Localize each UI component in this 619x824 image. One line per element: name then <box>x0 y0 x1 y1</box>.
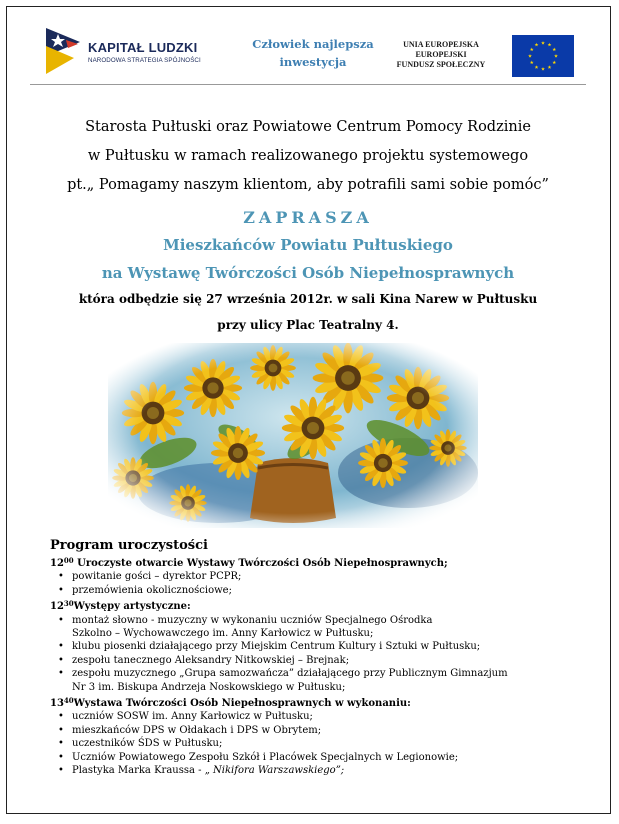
intro-line-3: pt.„ Pomagamy naszym klientom, aby potrafili sami sobie pomóc” <box>67 177 549 193</box>
eu-flag-icon <box>512 35 574 77</box>
kapital-ludzki-subtitle: NARODOWA STRATEGIA SPÓJNOŚCI <box>88 57 201 64</box>
list-item-continuation: Nr 3 im. Biskupa Andrzeja Noskowskiego w Pułtusku; <box>72 681 346 693</box>
section-1-heading <box>50 554 590 570</box>
program-section <box>50 538 590 778</box>
intro-text <box>30 113 586 200</box>
zaprasza-heading: ZAPRASZA <box>243 208 373 227</box>
list-item: • uczestników ŚDS w Pułtusku; <box>72 737 590 750</box>
list-item: • powitanie gości – dyrektor PCPR; <box>72 570 590 583</box>
section-1-minutes: 00 <box>63 556 74 565</box>
slogan <box>238 35 388 71</box>
section-3-title: Wystawa Twórczości Osób Niepełnosprawnych w wykonaniu: <box>73 698 411 710</box>
program-title: Program uroczystości <box>50 538 208 553</box>
event-address-line: przy ulicy Plac Teatralny 4. <box>217 318 399 332</box>
list-item-italic: „ Nikifora Warszawskiego”; <box>204 765 345 777</box>
section-1-list <box>50 570 590 597</box>
sunflower-painting <box>108 343 478 528</box>
slogan-line-2: inwestycja <box>279 55 347 69</box>
event-date-line: która odbędzie się 27 września 2012r. w sali Kina Narew w Pułtusku <box>78 292 538 306</box>
section-3-minutes: 40 <box>63 696 74 706</box>
eu-line-1: UNIA EUROPEJSKA <box>403 40 479 49</box>
list-item: • uczniów SOSW im. Anny Karłowicz w Pułtusku; <box>72 710 590 723</box>
list-item-continuation: Szkolno – Wychowawczego im. Anny Karłowicz w Pułtusku; <box>72 628 374 640</box>
invite-line-1: Mieszkańców Powiatu Pułtuskiego <box>163 236 453 254</box>
section-3-list <box>50 710 590 777</box>
slogan-line-1: Człowiek najlepsza <box>252 37 374 51</box>
section-2-minutes: 30 <box>63 599 74 609</box>
invite-line-2: na Wystawę Twórczości Osób Niepełnosprawnych <box>101 264 515 282</box>
list-item: • mieszkańców DPS w Ołdakach i DPS w Obrytem; <box>72 724 590 737</box>
list-item: • zespołu muzycznego „Grupa samozwańcza” działającego przy Publicznym Gimnazjum <box>72 667 590 680</box>
section-1-title: Uroczyste otwarcie Wystawy Twórczości Osób Niepełnosprawnych; <box>77 558 448 569</box>
section-3-heading <box>50 694 590 710</box>
section-1-hour: 12 <box>50 558 64 569</box>
header-logos <box>40 22 580 84</box>
section-3-hour: 13 <box>50 698 64 710</box>
header-divider <box>30 84 586 85</box>
list-item <box>72 764 590 777</box>
list-item: • przemówienia okolicznościowe; <box>72 584 590 597</box>
kapital-ludzki-title: KAPITAŁ LUDZKI <box>88 40 198 55</box>
intro-line-1: Starosta Pułtuski oraz Powiatowe Centrum Pomocy Rodzinie <box>85 119 531 135</box>
kapital-ludzki-logo-icon <box>44 26 82 76</box>
eu-text <box>386 40 496 70</box>
section-2-heading <box>50 597 590 613</box>
list-item: • montaż słowno - muzyczny w wykonaniu uczniów Specjalnego Ośrodka <box>72 614 590 627</box>
list-item: • klubu piosenki działającego przy Miejskim Centrum Kultury i Sztuki w Pułtusku; <box>72 640 590 653</box>
intro-line-2: w Pułtusku w ramach realizowanego projektu systemowego <box>87 148 529 164</box>
eu-line-2: EUROPEJSKI <box>415 50 467 59</box>
section-2-hour: 12 <box>50 601 64 613</box>
section-2-title: Występy artystyczne: <box>73 601 191 613</box>
eu-line-3: FUNDUSZ SPOŁECZNY <box>396 60 486 69</box>
list-item-prefix: Plastyka Marka Kraussa - <box>72 765 205 777</box>
list-item: • Uczniów Powiatowego Zespołu Szkół i Placówek Specjalnych w Legionowie; <box>72 751 590 764</box>
list-item: • zespołu tanecznego Aleksandry Nitkowskiej – Brejnak; <box>72 654 590 667</box>
section-2-list <box>50 614 590 694</box>
